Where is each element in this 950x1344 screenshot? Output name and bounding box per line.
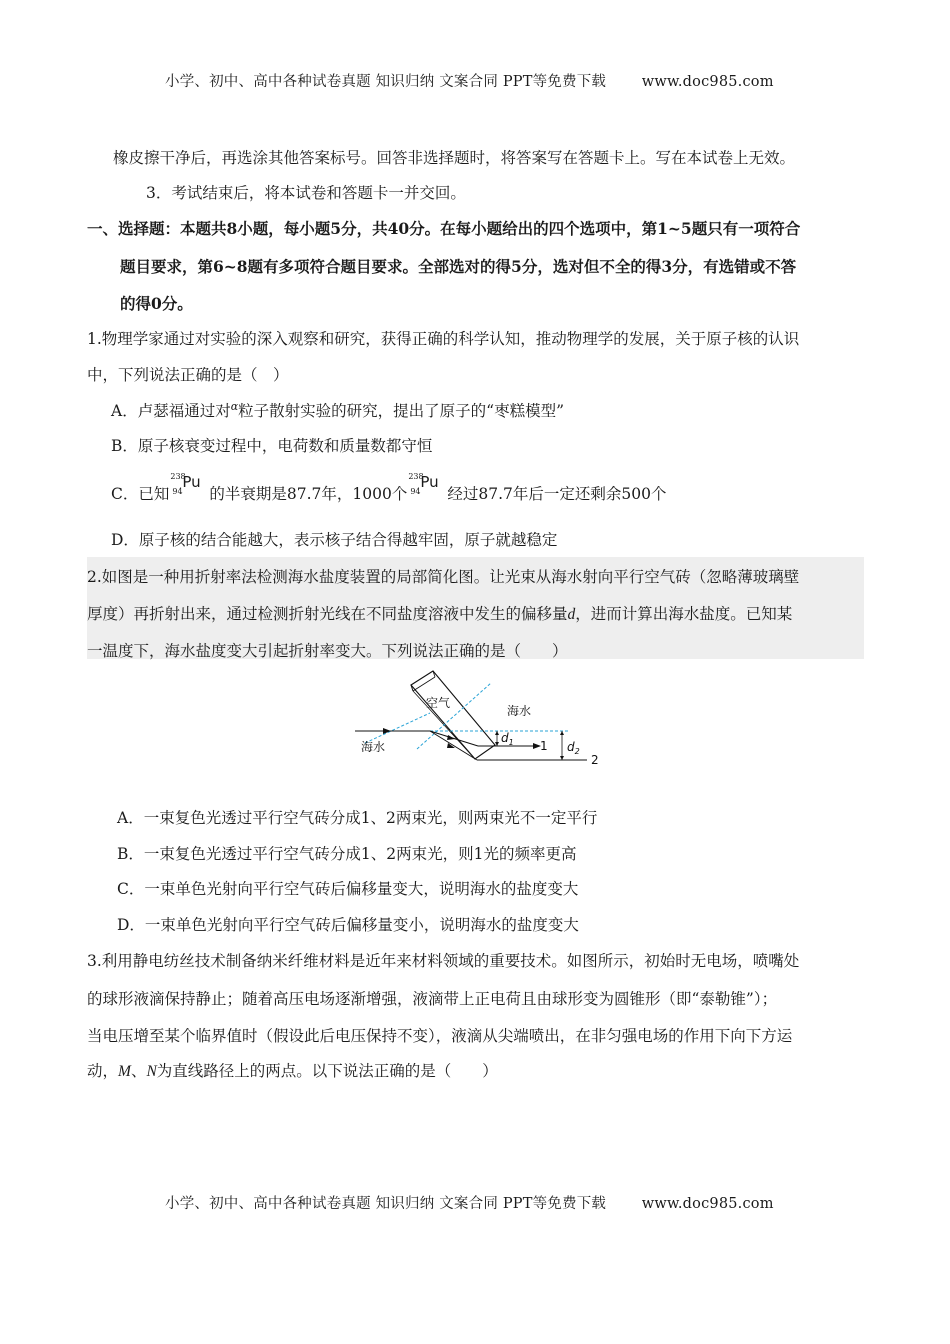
var-n: N <box>146 1063 157 1080</box>
footer-banner <box>165 1192 774 1213</box>
q2-stem-line-2: 厚度）再折射出来，通过检测折射光线在不同盐度溶液中发生的偏移量d，进而计算出海水盐度。已知某 <box>87 605 793 623</box>
label-air: 空气 <box>426 696 451 710</box>
q3-stem-line-4: 动，M、N为直线路径上的两点。以下说法正确的是（ ） <box>87 1062 498 1080</box>
q1-option-d: D．原子核的结合能越大，表示核子结合得越牢固，原子就越稳定 <box>111 531 558 549</box>
q3-stem-line-1: 3.利用静电纺丝技术制备纳米纤维材料是近年来材料领域的重要技术。如图所示，初始时无电场，喷嘴处 <box>87 952 800 970</box>
q2-option-a: A．一束复色光透过平行空气砖分成1、2两束光，则两束光不一定平行 <box>117 809 598 827</box>
q2-option-d: D．一束单色光射向平行空气砖后偏移量变小，说明海水的盐度变大 <box>117 916 579 934</box>
q2-stem-line-1: 2.如图是一种用折射率法检测海水盐度装置的局部简化图。让光束从海水射向平行空气砖（忽略薄玻璃壁 <box>87 568 800 586</box>
label-ray-2: 2 <box>591 753 599 767</box>
header-site-text: 小学、初中、高中各种试卷真题 知识归纳 文案合同 PPT等免费下载 <box>165 74 607 90</box>
label-ray-1: 1 <box>540 739 548 753</box>
label-sea-right: 海水 <box>507 704 532 718</box>
q2-figure <box>355 665 605 773</box>
label-sea-left: 海水 <box>361 740 386 754</box>
q1-option-c: C．已知 238 94 Pu 的半衰期是87.7年，1000个 238 94 Pu 经过87.7年后一定还剩余500个 <box>111 472 667 503</box>
q2-option-c: C．一束单色光射向平行空气砖后偏移量变大，说明海水的盐度变大 <box>117 880 579 898</box>
header-banner <box>165 70 774 91</box>
ray-arrow <box>383 728 391 734</box>
q2-stem-line-3: 一温度下，海水盐度变大引起折射率变大。下列说法正确的是（ ） <box>87 642 568 660</box>
q3-stem-line-3: 当电压增至某个临界值时（假设此后电压保持不变），液滴从尖端喷出，在非匀强电场的作用下向下方运 <box>87 1027 793 1045</box>
header-url[interactable]: www.doc985.com <box>641 74 774 90</box>
q1-option-a: A．卢瑟福通过对$^\alpha$粒子散射实验的研究，提出了原子的“枣糕模型” <box>111 399 564 420</box>
pu-238-isotope: 238 94 Pu <box>408 472 439 496</box>
section-heading-line-3: 的得0分。 <box>120 294 193 313</box>
alpha-symbol: α <box>230 399 239 413</box>
label-d1: $d_1$ <box>501 731 514 747</box>
var-m: M <box>118 1063 131 1080</box>
q2-option-b: B．一束复色光透过平行空气砖分成1、2两束光，则1光的频率更高 <box>117 845 577 863</box>
q1-stem-line-1: 1.物理学家通过对实验的深入观察和研究，获得正确的科学认知，推动物理学的发展，关于原子核的认识 <box>87 330 800 348</box>
footer-site-text: 小学、初中、高中各种试卷真题 知识归纳 文案合同 PPT等免费下载 <box>165 1196 607 1212</box>
q1-stem-line-2: 中，下列说法正确的是（ ） <box>87 366 289 384</box>
section-heading-line-1: 一、选择题：本题共8小题，每小题5分，共40分。在每小题给出的四个选项中，第1~5题只有一项符合 <box>87 219 801 238</box>
q1-option-b: B．原子核衰变过程中，电荷数和质量数都守恒 <box>111 437 433 455</box>
var-d: d <box>567 606 576 623</box>
label-d2: $d_2$ <box>567 740 580 756</box>
instruction-line-2: 3．考试结束后，将本试卷和答题卡一并交回。 <box>146 184 466 202</box>
section-heading-line-2: 题目要求，第6~8题有多项符合题目要求。全部选对的得5分，选对但不全的得3分，有选错或不答 <box>120 257 797 276</box>
instruction-line-1: 橡皮擦干净后，再选涂其他答案标号。回答非选择题时，将答案写在答题卡上。写在本试卷上无效。 <box>113 149 796 167</box>
footer-url[interactable]: www.doc985.com <box>641 1196 774 1212</box>
q3-stem-line-2: 的球形液滴保持静止；随着高压电场逐渐增强，液滴带上正电荷且由球形变为圆锥形（即“泰勒锥”）； <box>87 990 778 1008</box>
pu-238-isotope: 238 94 Pu <box>170 472 201 496</box>
normal-dashed-line <box>365 713 430 743</box>
